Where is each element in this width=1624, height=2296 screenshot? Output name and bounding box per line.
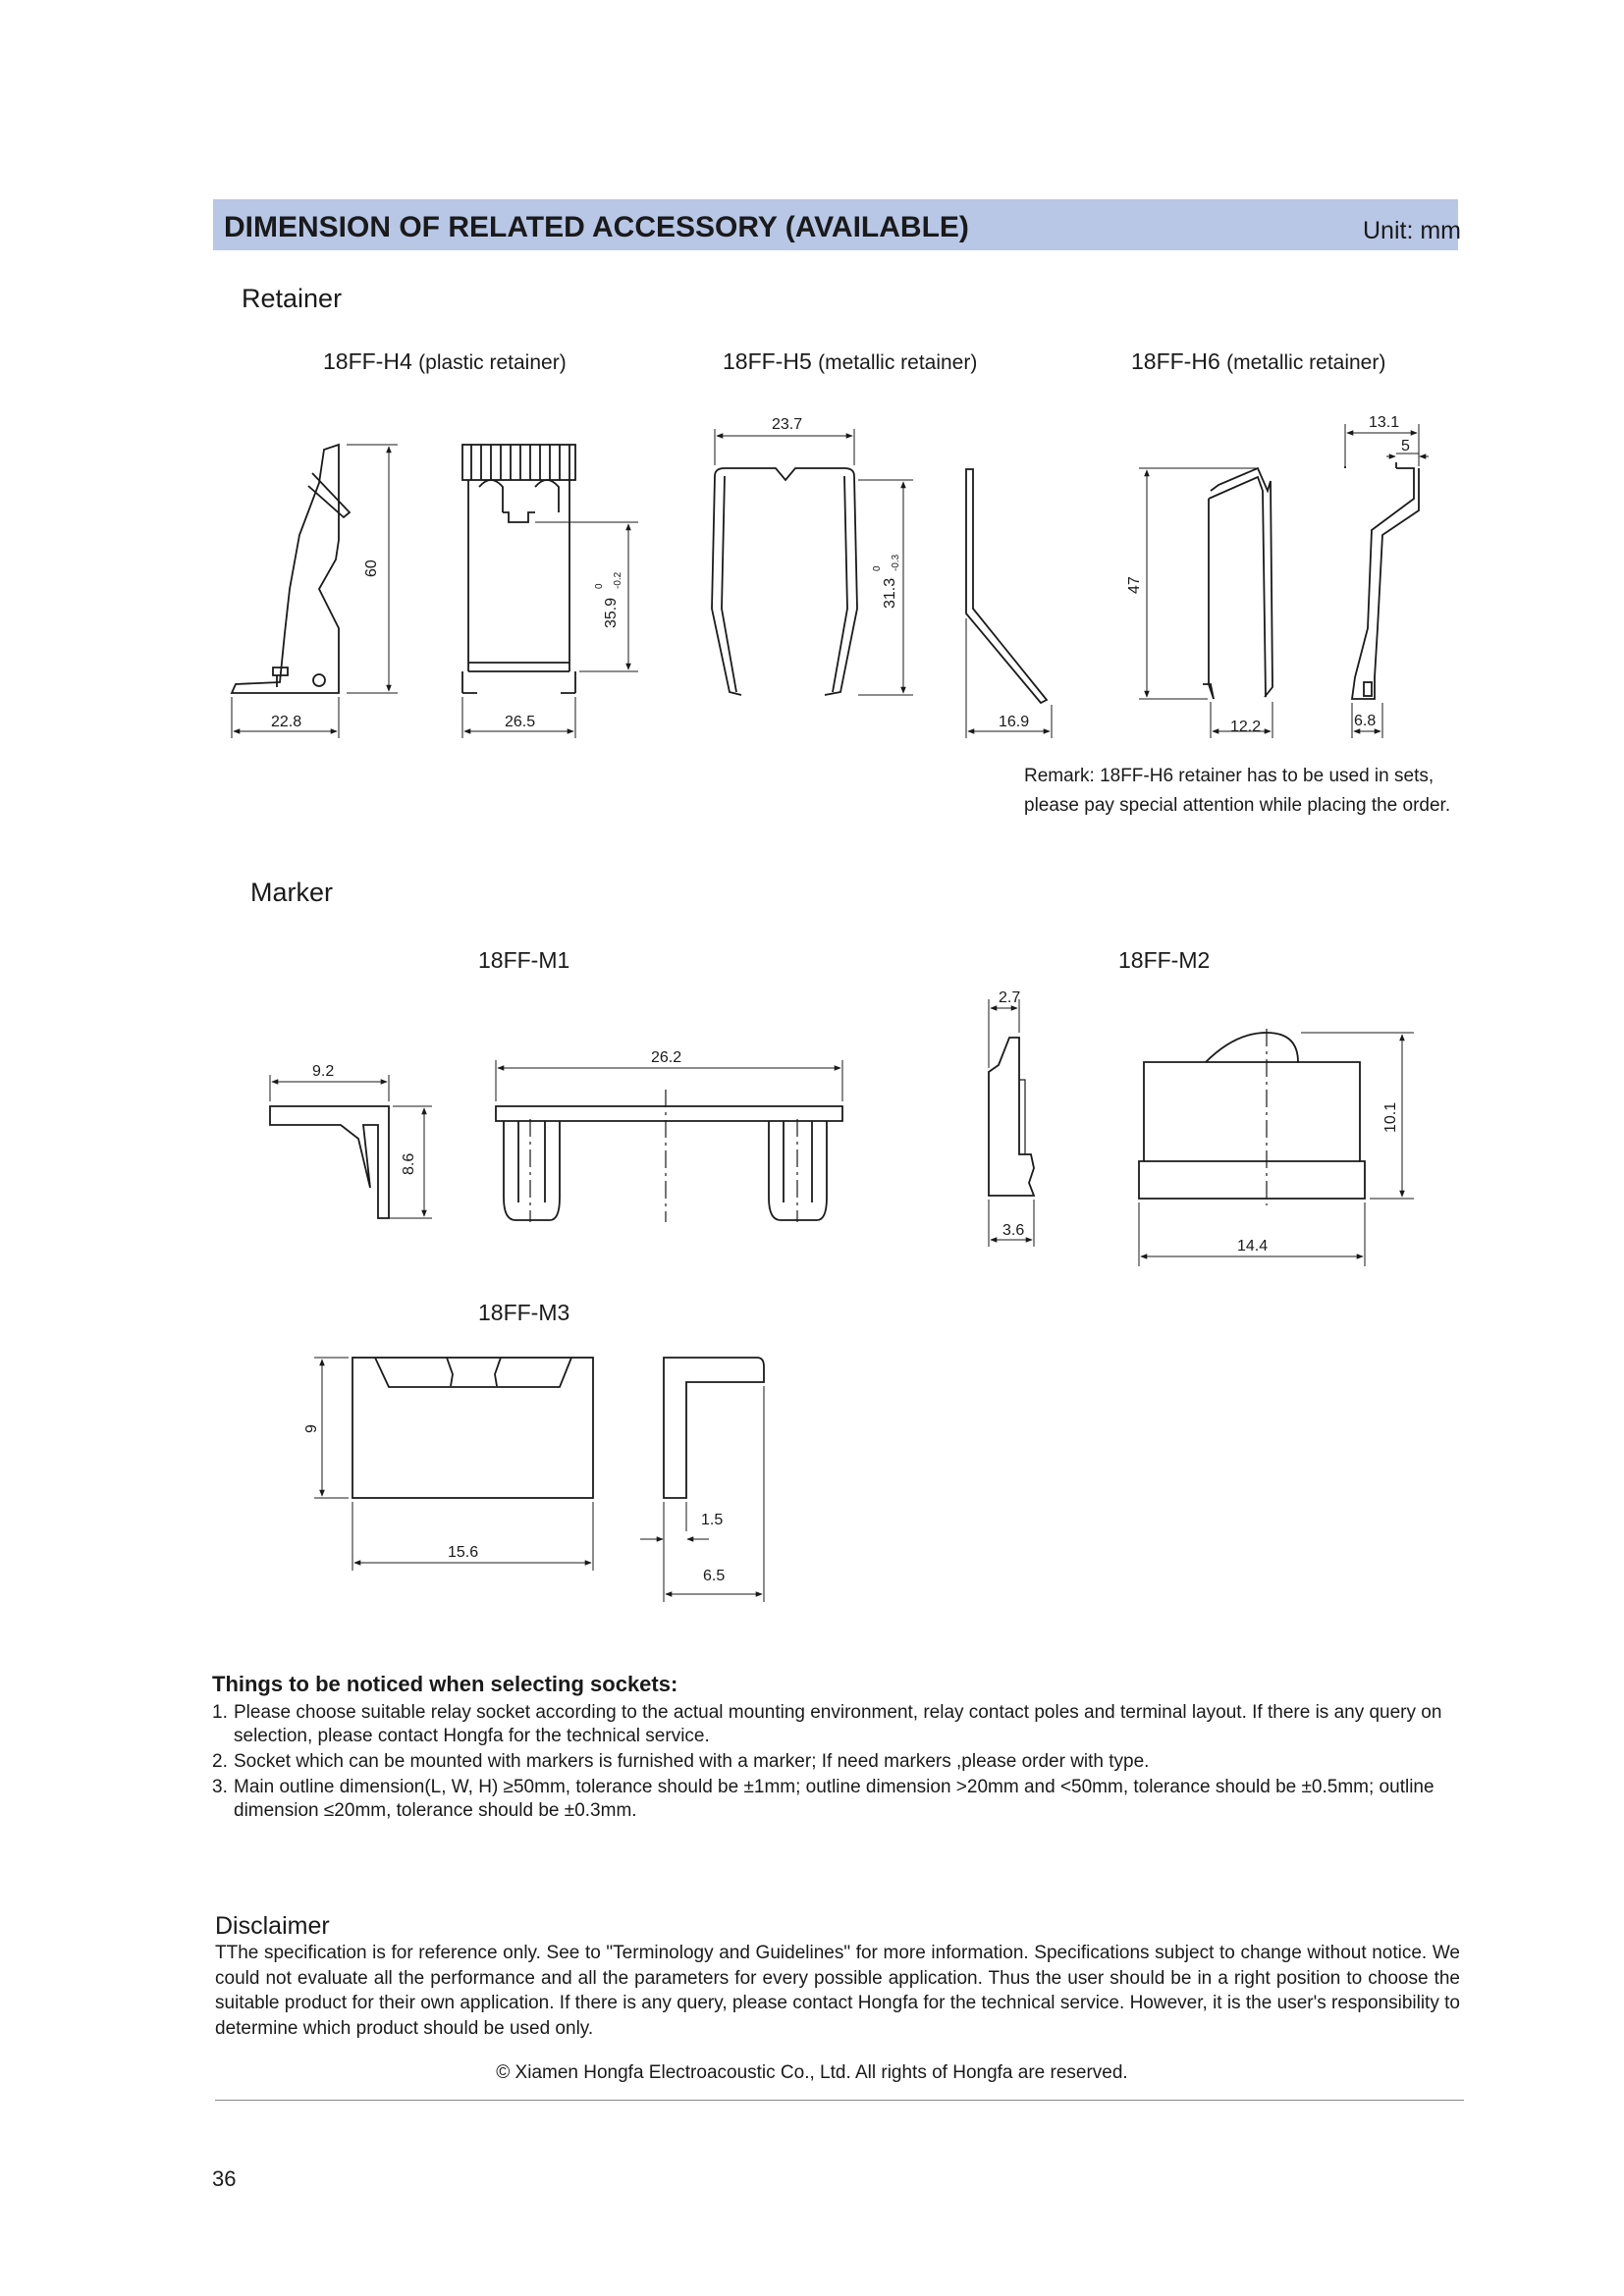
footer-divider [215, 2100, 1464, 2101]
m3-front-drawing [352, 1358, 593, 1498]
h4-dim-inner: 35.9 [603, 597, 620, 628]
h4-dim-tol-lower: -0.2 [613, 571, 623, 589]
h5-dim-side: 16.9 [999, 714, 1030, 730]
unit-label: Unit: mm [1363, 217, 1461, 244]
h6-code: 18FF-H6 [1131, 348, 1220, 374]
h5-code: 18FF-H5 [723, 348, 812, 374]
dimension-labels [271, 414, 1410, 1584]
m3-model-label: 18FF-M3 [478, 1300, 570, 1325]
m3-side-drawing [664, 1358, 764, 1498]
m1-dim-side-height: 8.6 [401, 1152, 417, 1175]
note-text: Please choose suitable relay socket according to the actual mounting environment, relay contact poles and terminal layout. If there is any query on selection, please contact Hongfa for the technical service. [234, 1702, 1442, 1746]
m1-dim-length: 26.2 [651, 1049, 682, 1066]
m2-dim-width: 14.4 [1237, 1238, 1269, 1255]
h5-front-drawing [712, 468, 857, 695]
remark [1024, 762, 1450, 821]
remark-line-2: please pay special attention while placing the order. [1024, 795, 1451, 816]
h6-dim-side: 6.8 [1354, 713, 1377, 729]
h4-dim-width: 22.8 [271, 714, 302, 730]
retainer-section-label: Retainer [242, 284, 343, 313]
h6-front-drawing [1203, 468, 1272, 699]
note-item [212, 1776, 1469, 1823]
h4-dim-tol-upper: 0 [594, 583, 605, 589]
m2-dim-height: 10.1 [1382, 1101, 1399, 1133]
h5-dim-tol-lower: -0.3 [891, 554, 901, 571]
m2-dim-bottom: 3.6 [1002, 1222, 1025, 1239]
h4-side-drawing [232, 445, 350, 693]
disclaimer-title: Disclaimer [215, 1912, 330, 1940]
marker-section-label: Marker [250, 878, 334, 907]
m1-model-label: 18FF-M1 [478, 947, 570, 973]
h4-front-drawing [462, 445, 575, 693]
disclaimer-text: TThe specification is for reference only. See to "Terminology and Guidelines" for more information. Specifications subject to change without notice. We could not evaluate all the performance and all the parameters for every possible application. Thus the user should be in a right position to choose the suitable product for their own application. If there is any query, please contact Hongfa for the technical service. However, it is the user's responsibility to determine which product should be used only. [215, 1943, 1460, 2039]
h4-dim-height: 60 [363, 560, 380, 577]
note-text: Socket which can be mounted with markers is furnished with a marker; If need markers ,please order with type. [234, 1751, 1150, 1772]
h4-code: 18FF-H4 [323, 348, 412, 374]
m1-front-drawing [496, 1090, 842, 1222]
h5-dim-top: 23.7 [772, 416, 803, 433]
m3-dim-width: 15.6 [448, 1544, 479, 1561]
m3-dim-height: 9 [303, 1424, 320, 1433]
note-number: 1. [212, 1702, 228, 1723]
h5-desc: (metallic retainer) [818, 351, 978, 374]
m3-dim-thickness: 1.5 [701, 1512, 724, 1528]
h5-side-drawing [966, 469, 1047, 703]
m3-dim-depth: 6.5 [703, 1568, 726, 1584]
note-text: Main outline dimension(L, W, H) ≥50mm, tolerance should be ±1mm; outline dimension >20mm and <50mm, tolerance should be ±0.5mm; outline dimension ≤20mm, tolerance should be ±0.3mm. [234, 1777, 1435, 1821]
m1-dim-side-width: 9.2 [312, 1063, 335, 1080]
note-item [212, 1701, 1469, 1748]
h6-dim-tab: 5 [1401, 438, 1410, 454]
copyright-notice: © Xiamen Hongfa Electroacoustic Co., Ltd. All rights of Hongfa are reserved. [496, 2062, 1128, 2083]
m2-front-drawing [1139, 1029, 1365, 1205]
h6-dim-height: 47 [1126, 576, 1143, 594]
h5-dim-height: 31.3 [882, 577, 898, 609]
page-title: DIMENSION OF RELATED ACCESSORY (AVAILABLE) [224, 211, 969, 243]
m2-model-label: 18FF-M2 [1118, 947, 1211, 973]
m2-dim-top: 2.7 [999, 989, 1021, 1006]
remark-line-1: Remark: 18FF-H6 retainer has to be used in sets, [1024, 766, 1435, 786]
h4-dim-front-width: 26.5 [505, 714, 536, 730]
h6-side-drawing [1345, 462, 1419, 699]
notes-list [212, 1701, 1469, 1825]
note-number: 2. [212, 1751, 228, 1772]
note-number: 3. [212, 1777, 228, 1797]
h5-dim-tol-upper: 0 [872, 565, 883, 571]
h4-desc: (plastic retainer) [418, 351, 567, 374]
m2-side-drawing [989, 1038, 1034, 1196]
dimension-lines [232, 424, 1429, 1602]
h6-dim-top: 13.1 [1369, 414, 1400, 431]
h6-desc: (metallic retainer) [1226, 351, 1386, 374]
notes-title: Things to be noticed when selecting sockets: [212, 1672, 678, 1696]
m1-side-drawing [270, 1106, 389, 1218]
h6-dim-bottom: 12.2 [1230, 719, 1262, 735]
note-item [212, 1750, 1469, 1774]
page-number: 36 [212, 2166, 237, 2191]
